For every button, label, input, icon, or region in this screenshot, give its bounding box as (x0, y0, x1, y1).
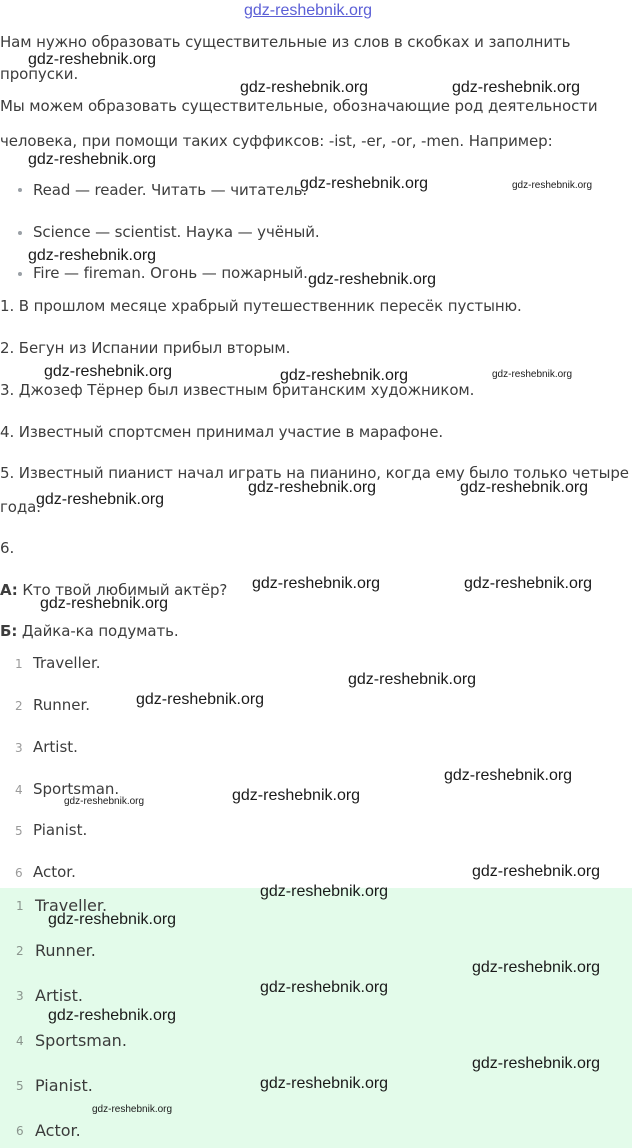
dialog-b-label: Б: (0, 622, 18, 640)
dialog-a-label: A: (0, 581, 18, 599)
watermark: gdz-reshebnik.org (48, 911, 177, 928)
answer-number: 5 (15, 824, 23, 838)
watermark: gdz-reshebnik.org (252, 575, 381, 592)
watermark: gdz-reshebnik.org (28, 151, 157, 168)
example-item: Fire — fireman. Огонь — пожарный. (33, 264, 308, 282)
answer-number: 6 (15, 866, 23, 880)
answer-number: 2 (15, 699, 23, 713)
answer-number: 6 (16, 1124, 24, 1138)
watermark: gdz-reshebnik.org (464, 575, 593, 592)
answer-item: Traveller. (33, 654, 101, 672)
watermark: gdz-reshebnik.org (28, 51, 157, 68)
sentence-5: 5. Известный пианист начал играть на пианино, когда ему было только четыре (0, 464, 629, 482)
watermark: gdz-reshebnik.org (444, 767, 573, 784)
intro-line-4: человека, при помощи таких суффиксов: -ist, -er, -or, -men. Например: (0, 132, 553, 150)
intro-line-2: пропуски. (0, 65, 79, 83)
answer-item: Pianist. (33, 821, 88, 839)
watermark: gdz-reshebnik.org (240, 79, 369, 96)
watermark: gdz-reshebnik.org (492, 369, 573, 380)
answer-number: 1 (15, 657, 23, 671)
watermark: gdz-reshebnik.org (300, 175, 429, 192)
watermark: gdz-reshebnik.org (44, 363, 173, 380)
answer-number: 3 (16, 989, 24, 1003)
watermark: gdz-reshebnik.org (248, 479, 377, 496)
intro-line-1: Нам нужно образовать существительные из слов в скобках и заполнить (0, 33, 571, 51)
sentence-2: 2. Бегун из Испании прибыл вторым. (0, 339, 291, 357)
dialog-a-text: Кто твой любимый актёр? (22, 581, 228, 599)
watermark: gdz-reshebnik.org (452, 79, 581, 96)
example-item: Science — scientist. Наука — учёный. (33, 223, 320, 241)
sentence-4: 4. Известный спортсмен принимал участие в марафоне. (0, 423, 444, 441)
sentence-5-cont: года. (0, 498, 41, 516)
answer-number: 3 (15, 741, 23, 755)
watermark: gdz-reshebnik.org (28, 247, 157, 264)
answer-number: 5 (16, 1079, 24, 1093)
watermark: gdz-reshebnik.org (136, 691, 265, 708)
watermark: gdz-reshebnik.org (308, 271, 437, 288)
highlighted-answer-item: Actor. (35, 1121, 81, 1140)
watermark: gdz-reshebnik.org (472, 959, 601, 976)
highlighted-answer-item: Runner. (35, 941, 96, 960)
watermark: gdz-reshebnik.org (36, 491, 165, 508)
bullet-icon (18, 272, 22, 276)
answer-number: 2 (16, 944, 24, 958)
watermark: gdz-reshebnik.org (260, 979, 389, 996)
answer-number: 4 (16, 1034, 24, 1048)
watermark-top-link[interactable]: gdz-reshebnik.org (244, 2, 373, 19)
answer-item: Sportsman. (33, 780, 120, 798)
sentence-3: 3. Джозеф Тёрнер был известным британским художником. (0, 381, 475, 399)
answer-item: Actor. (33, 863, 76, 881)
example-item: Read — reader. Читать — читатель. (33, 181, 308, 199)
watermark: gdz-reshebnik.org (260, 883, 389, 900)
sentence-1: 1. В прошлом месяце храбрый путешественник пересёк пустыню. (0, 297, 522, 315)
watermark: gdz-reshebnik.org (460, 479, 589, 496)
answer-item: Runner. (33, 696, 91, 714)
watermark: gdz-reshebnik.org (472, 863, 601, 880)
sentence-6: 6. (0, 539, 15, 557)
watermark: gdz-reshebnik.org (40, 595, 169, 612)
answer-number: 4 (15, 783, 23, 797)
watermark: gdz-reshebnik.org (472, 1055, 601, 1072)
intro-line-3: Мы можем образовать существительные, обозначающие род деятельности (0, 97, 598, 115)
watermark: gdz-reshebnik.org (48, 1007, 177, 1024)
answer-item: Artist. (33, 738, 78, 756)
watermark: gdz-reshebnik.org (92, 1104, 173, 1115)
watermark: gdz-reshebnik.org (232, 787, 361, 804)
bullet-icon (18, 231, 22, 235)
watermark: gdz-reshebnik.org (512, 180, 593, 191)
watermark: gdz-reshebnik.org (260, 1075, 389, 1092)
highlighted-answer-item: Sportsman. (35, 1031, 127, 1050)
answer-number: 1 (16, 899, 24, 913)
bullet-icon (18, 188, 22, 192)
dialog-b-text: Дайка-ка подумать. (21, 622, 179, 640)
highlighted-answer-item: Traveller. (35, 896, 108, 915)
watermark: gdz-reshebnik.org (64, 796, 145, 807)
highlighted-answer-item: Pianist. (35, 1076, 93, 1095)
dialog-b (0, 622, 179, 640)
watermark: gdz-reshebnik.org (280, 367, 409, 384)
highlighted-answer-item: Artist. (35, 986, 83, 1005)
watermark: gdz-reshebnik.org (348, 671, 477, 688)
